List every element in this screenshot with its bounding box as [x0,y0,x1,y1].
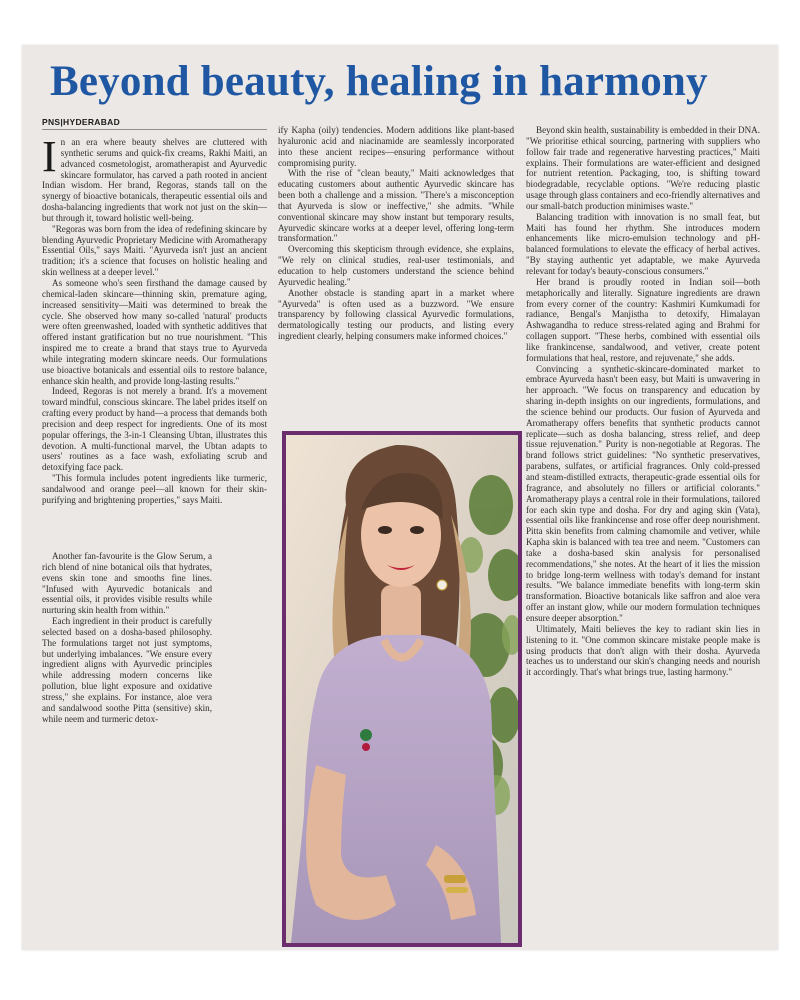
byline-rule [42,129,267,130]
paragraph: "Regoras was born from the idea of redefining skincare by blending Ayurvedic Proprietary Medicine with Aromatherapy Essential Oils," says Maiti. "Ayurveda isn't just an ancient tradition; it's a science that focuses on holistic healing and skin wellness at a deeper level." [42,223,267,278]
portrait-photo [282,431,522,947]
paragraph: Indeed, Regoras is not merely a brand. It's a movement toward mindful, conscious skincare. The label prides itself on crafting every product by hand—a process that demands both precision and deep respect for ingredients. One of its most popular offerings, the 3-in-1 Cleansing Ubtan, illustrates this devotion. A multi-functional marvel, the Ubtan adapts to users' routines as a face wash, exfoliating scrub and detoxifying face pack. [42,386,267,473]
drop-cap: I [42,137,57,181]
paragraph: Beyond skin health, sustainability is embedded in their DNA. "We prioritise ethical sourcing, partnering with suppliers who follow fair trade and regenerative harvesting practices," Maiti explains. Their formulations are water-efficient and designed for nutrient retention. Packaging, too, is shifting toward biodegradable, recyclable options. "We're reducing plastic usage through glass containers and eco-friendly alternatives and our small-batch production minimises waste." [526,125,760,211]
column-1 [42,137,267,549]
column-2 [278,125,514,463]
paragraph: Convincing a synthetic-skincare-dominated market to embrace Ayurveda hasn't been easy, but Maiti is unwavering in her approach. "We focus on transparency and education by sharing in-depth insights on our ingredients, formulations, and the science behind our products. Our fusion of Ayurveda and Aromatherapy offers benefits that synthetic products cannot replicate—such as dosha balancing, stress relief, and deep tissue rejuvenation." Purity is non-negotiable at Regoras. The brand follows strict guidelines: "No synthetic preservatives, parabens, sulfates, or artificial fragrances. Only cold-pressed and steam-distilled extracts, therapeutic-grade essential oils for fragrance, and absolutely no fillers or artificial colorants." Aromatherapy plays a central role in their formulations, tailored for each skin type and dosha. For dry and aging skin (Vata), essential oils like frankincense and rose offer deep nourishment. Pitta skin benefits from calming chamomile and vetiver, while Kapha skin is balanced with tea tree and neem. "Customers can take a dosha-based skin analysis for personalised recommendations," she notes. At the heart of it lies the mission to bridge long-term wellness with today's demand for instant results. "We balance immediate benefits with long-term skin transformation. Bioactive botanicals like saffron and aloe vera offer an instant glow, while our modern formulation techniques ensure deeper absorption." [526,363,760,623]
paragraph: "This formula includes potent ingredients like turmeric, sandalwood and orange peel—all known for their skin-purifying and brightening properties," says Maiti. [42,473,267,505]
paragraph: Balancing tradition with innovation is no small feat, but Maiti has found her rhythm. She introduces modern enhancements like micro-emulsion technology and pH-balanced formulations to elevate the efficacy of herbal actives. "By staying authentic yet adaptable, we make Ayurveda relevant for today's beauty-conscious consumers." [526,211,760,276]
paragraph [42,137,267,224]
paragraph: Overcoming this skepticism through evidence, she explains, "We rely on clinical studies, real-user testimonials, and education to help customers understand the science behind Ayurvedic healing." [278,244,514,287]
paragraph: As someone who's seen firsthand the damage caused by chemical-laden skincare—thinning skin, premature aging, increased sensitivity—Maiti was determined to break the cycle. She observed how many so-called 'natural' products were often greenwashed, loaded with synthetic additives that offered instant gratification but no true nourishment. "This inspired me to create a brand that stays true to Ayurveda while integrating modern skincare needs. Our formulations use bioactive botanicals and essential oils to restore balance, enhance skin health, and provide long-lasting results." [42,277,267,386]
newspaper-clipping [22,45,778,950]
paragraph: Each ingredient in their product is carefully selected based on a dosha-based philosophy. The formulations target not just symptoms, but underlying imbalances. "We ensure every ingredient aligns with Ayurvedic principles while addressing modern concerns like pollution, blue light exposure and oxidative stress," she explains. For instance, aloe vera and sandalwood soothe Pitta (sensitive) skin, while neem and turmeric detox- [42,616,212,724]
paragraph: Another obstacle is standing apart in a market where "Ayurveda" is often used as a buzzword. "We ensure transparency by following classical Ayurvedic formulations, dermatologically testing our products, and listing every ingredient clearly, helping consumers make informed choices." [278,287,514,342]
lead-text: n an era where beauty shelves are cluttered with synthetic serums and quick-fix creams, Rakhi Maiti, an advanced cosmetologist, aromatherapist and Ayurvedic skincare formulator, has carved a path rooted in ancient Indian wisdom. Her brand, Regoras, stands tall on the synergy of bioactive botanicals, therapeutic essential oils and dosha-balancing ingredients that work not just on the skin—but through it, toward holistic well-being. [42,137,267,223]
paragraph: ify Kapha (oily) tendencies. Modern additions like plant-based hyaluronic acid and niacinamide are seamlessly incorporated into these ancient recipes—ensuring performance without compromising purity. [278,125,514,168]
paragraph: Her brand is proudly rooted in Indian soil—both metaphorically and literally. Signature ingredients are drawn from every corner of the country: Kashmiri Kumkumadi for radiance, Bengal's Manjistha to detoxify, Himalayan Ashwagandha to reduce stress-related aging and Brahmi for collagen support. "These herbs, combined with essential oils like frankincense, sandalwood, and vetiver, create potent formulations that heal, restore, and rejuvenate," she adds. [526,276,760,363]
headline: Beyond beauty, healing in harmony [50,58,708,105]
paragraph: Ultimately, Maiti believes the key to radiant skin lies in listening to it. "One common skincare mistake people make is using products that don't align with their dosha. Ayurveda teaches us to understand our skin's changing needs and nourish it accordingly. That's what brings true, lasting harmony." [526,623,760,678]
column-3 [526,125,760,950]
column-1-lower [42,551,212,876]
byline: PNS|HYDERABAD [42,117,121,127]
portrait-illustration [286,435,518,943]
paragraph: With the rise of "clean beauty," Maiti acknowledges that educating customers about authentic Ayurvedic skincare has been both a challenge and a mission. "There's a misconception that Ayurveda is slow or ineffective," she admits. "While conventional skincare may show instant but temporary results, Ayurvedic skincare works at a deeper level, offering long-term transformation." [278,168,514,244]
paragraph: Another fan-favourite is the Glow Serum, a rich blend of nine botanical oils that hydrates, evens skin tone and smooths fine lines. "Infused with Ayurvedic botanicals and essential oils, it provides visible results while nurturing skin health from within." [42,551,212,616]
